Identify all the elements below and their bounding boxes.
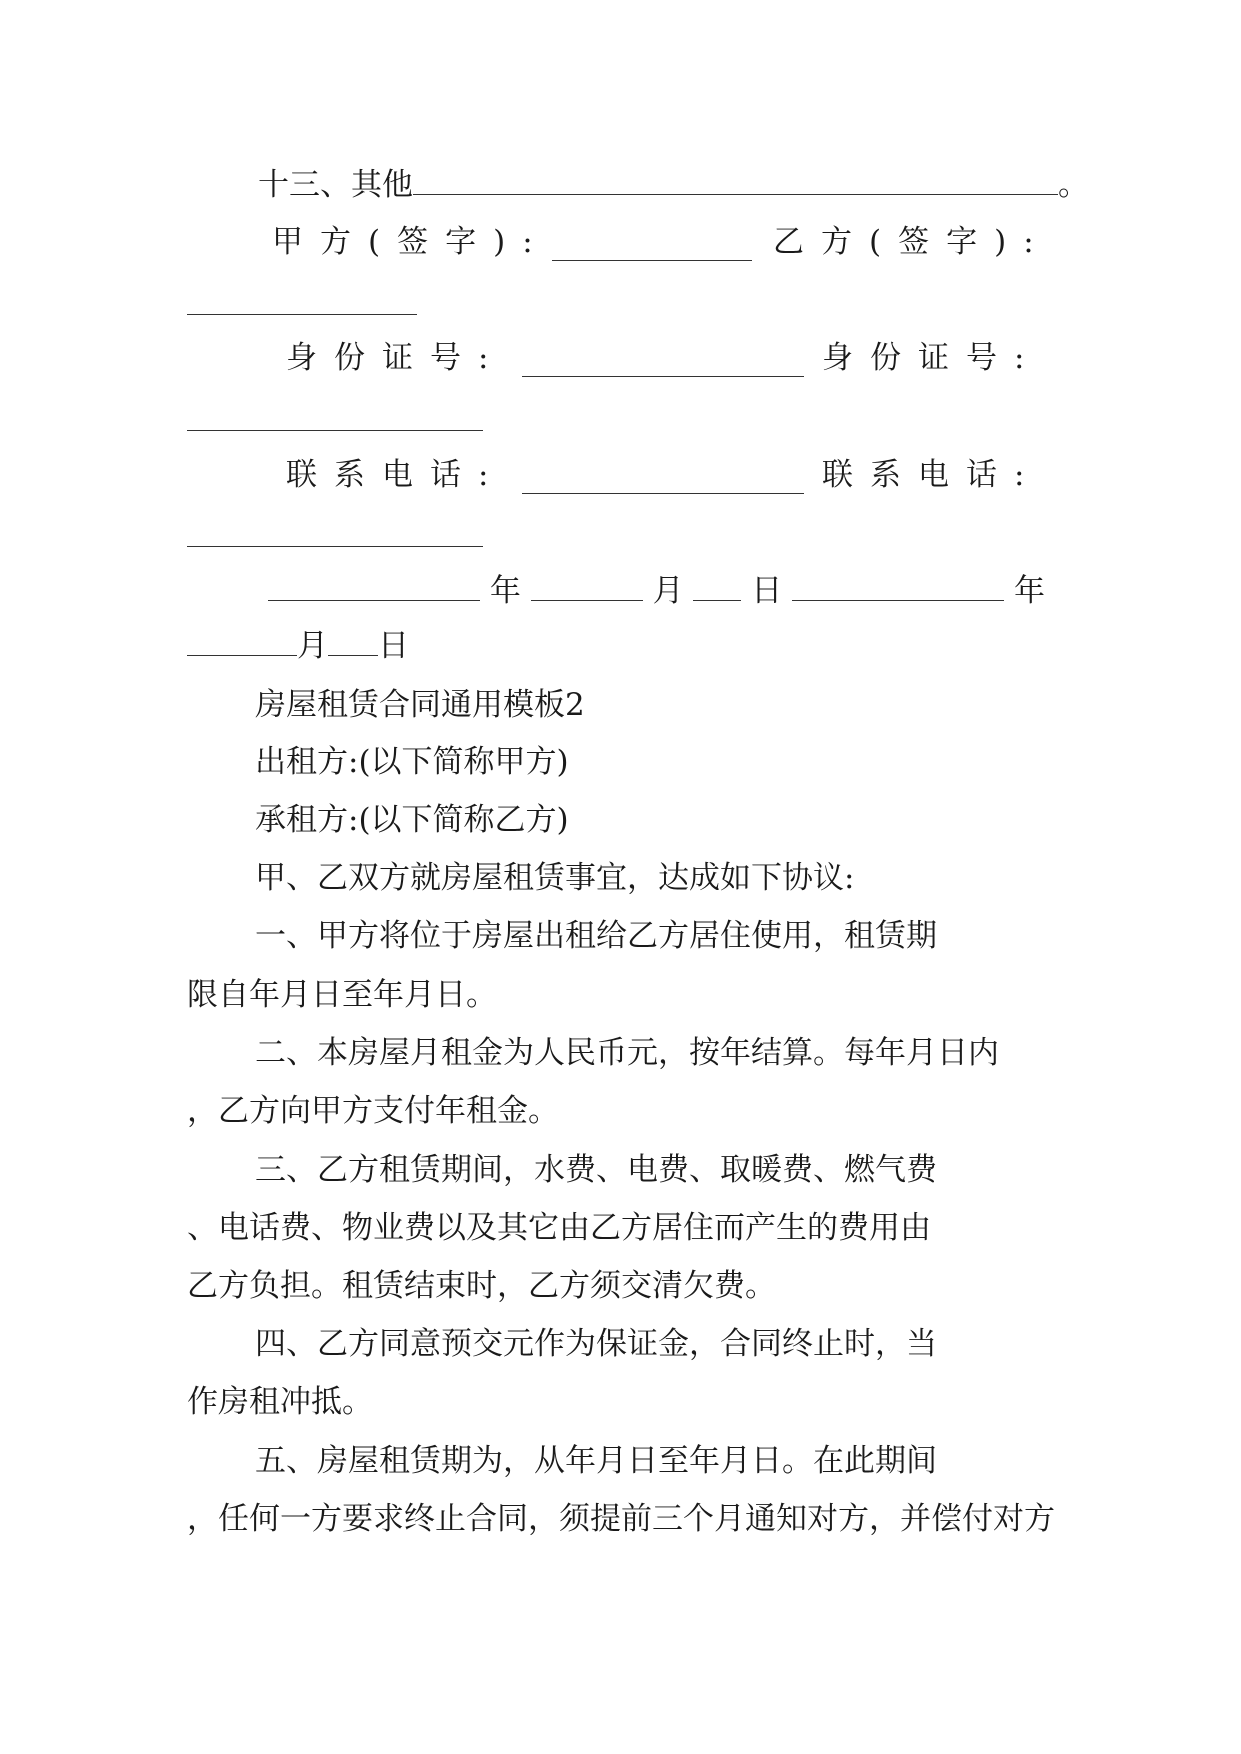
phone-a-blank <box>522 467 804 494</box>
date-a-month: 月 <box>652 573 684 609</box>
date-line-1 <box>268 571 1045 611</box>
contract-title: 房屋租赁合同通用模板2 <box>255 687 585 723</box>
date-b-year: 年 <box>1014 573 1046 609</box>
party-a-sign-label: 甲方(签字): <box>272 224 550 260</box>
other-clause-label: 十三、其他 <box>258 167 413 203</box>
agreement-intro: 甲、乙双方就房屋租赁事宜，达成如下协议: <box>255 860 855 896</box>
clause-1-line-1: 一、甲方将位于房屋出租给乙方居住使用，租赁期 <box>255 918 937 954</box>
date-b-month: 月 <box>297 628 328 664</box>
id-b-line <box>822 338 1041 378</box>
date-a-month-blank <box>531 574 643 601</box>
date-b-day-blank <box>328 629 378 656</box>
date-b-year-blank <box>792 574 1004 601</box>
party-b-sign-blank <box>187 288 417 315</box>
phone-b-blank <box>187 520 483 547</box>
clause-4-line-2: 作房租冲抵。 <box>187 1384 373 1420</box>
date-line-2 <box>187 626 409 666</box>
date-a-year: 年 <box>489 573 521 609</box>
id-number-a-blank <box>522 350 804 377</box>
phone-a-label: 联系电话: <box>286 457 506 493</box>
phone-b-line <box>822 455 1041 495</box>
clause-2-line-2: ，乙方向甲方支付年租金。 <box>187 1093 559 1129</box>
other-clause-blank <box>413 168 1058 195</box>
clause-3-line-1: 三、乙方租赁期间，水费、电费、取暖费、燃气费 <box>255 1152 937 1188</box>
date-a-year-blank <box>268 574 480 601</box>
clause-2-line-1: 二、本房屋月租金为人民币元，按年结算。每年月日内 <box>255 1035 999 1071</box>
other-clause-end: 。 <box>1058 167 1089 203</box>
date-b-day: 日 <box>378 628 409 664</box>
party-b-sign-label: 乙方(签字): <box>773 224 1051 260</box>
id-number-b-blank <box>187 404 483 431</box>
clause-3-line-3: 乙方负担。租赁结束时，乙方须交清欠费。 <box>187 1268 776 1304</box>
date-b-month-blank <box>187 629 297 656</box>
party-a-sign-blank <box>552 234 752 261</box>
id-number-b-label: 身份证号: <box>822 340 1042 376</box>
lessor-line: 出租方:(以下简称甲方) <box>255 744 569 780</box>
date-a-day: 日 <box>751 573 783 609</box>
date-a-day-blank <box>693 574 741 601</box>
party-b-sign-line <box>773 222 1051 262</box>
phone-b-label: 联系电话: <box>822 457 1042 493</box>
lessee-line: 承租方:(以下简称乙方) <box>255 802 569 838</box>
clause-3-line-2: 、电话费、物业费以及其它由乙方居住而产生的费用由 <box>187 1210 931 1246</box>
clause-5-line-2: ，任何一方要求终止合同，须提前三个月通知对方，并偿付对方 <box>187 1501 1055 1537</box>
id-a-line <box>286 338 505 378</box>
phone-a-line <box>286 455 505 495</box>
id-number-a-label: 身份证号: <box>286 340 506 376</box>
clause-5-line-1: 五、房屋租赁期为，从年月日至年月日。在此期间 <box>255 1443 937 1479</box>
clause-1-line-2: 限自年月日至年月日。 <box>187 977 497 1013</box>
clause-4-line-1: 四、乙方同意预交元作为保证金，合同终止时，当 <box>255 1326 937 1362</box>
party-a-sign-line <box>272 222 550 262</box>
other-clause-line <box>258 165 1089 205</box>
